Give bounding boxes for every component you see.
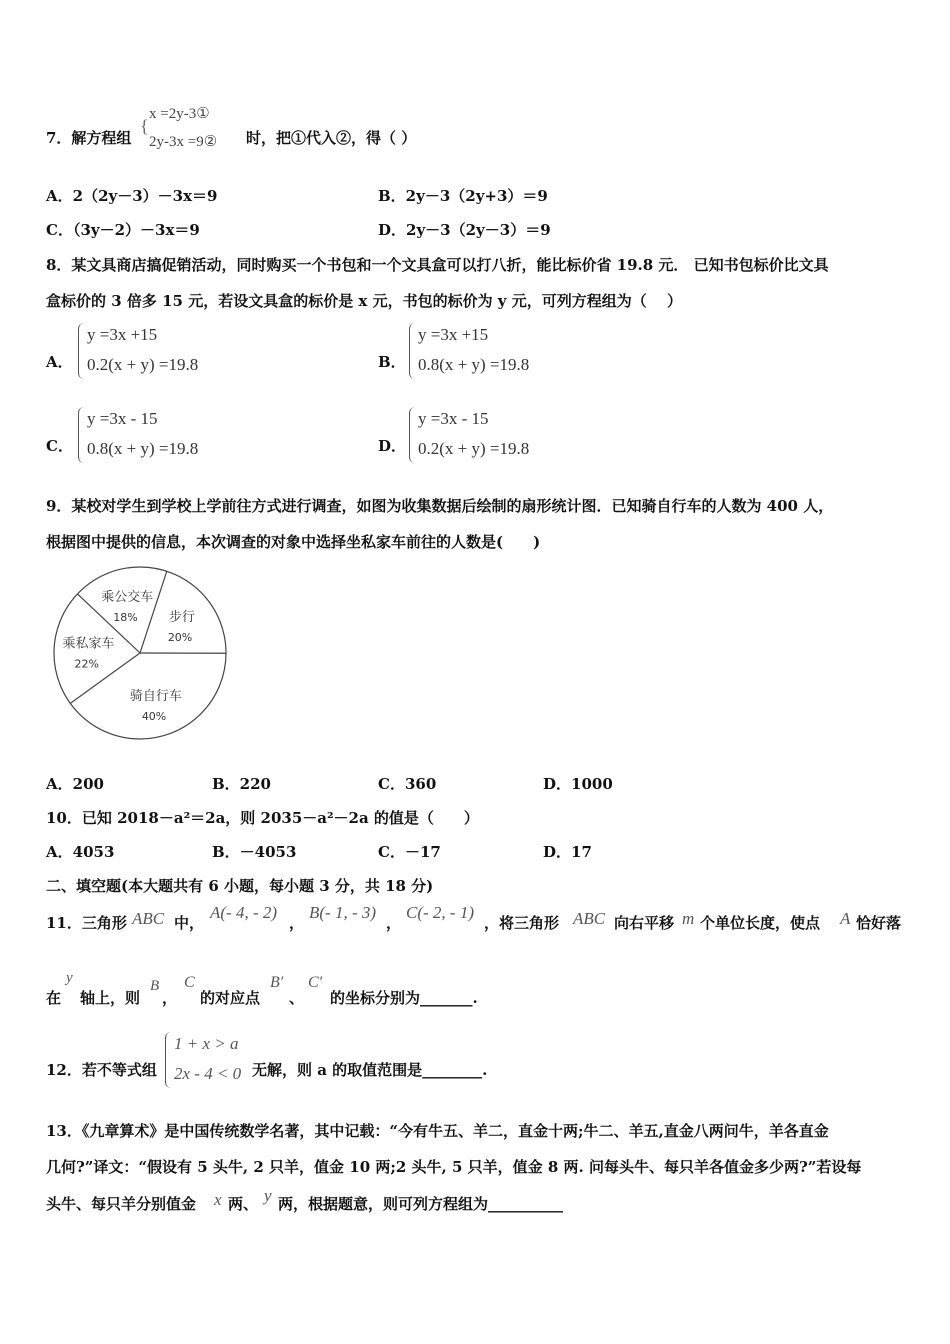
q8-line1: 8．某文具商店搞促销活动，同时购买一个书包和一个文具盒可以打八折，能比标价省 19.8 元． 已知书包标价比文具 bbox=[46, 256, 829, 274]
q10-option-d: D．17 bbox=[543, 843, 592, 861]
pie-slice-label: 乘公交车 bbox=[101, 589, 154, 605]
q7-option-b: B．2y－3（2y+3）＝9 bbox=[378, 187, 548, 205]
q9-option-b: B．220 bbox=[212, 775, 271, 793]
q11-zai: 在 bbox=[46, 989, 62, 1007]
pie-slice-percent: 18% bbox=[113, 610, 138, 624]
q12-eq1: 1 + x > a bbox=[174, 1034, 239, 1053]
q9-option-c: C．360 bbox=[378, 775, 437, 793]
q11-point-a: A(- 4, - 2) bbox=[210, 903, 278, 922]
pie-slice-percent: 22% bbox=[74, 657, 99, 671]
q7-eq2: 2y-3x =9② bbox=[149, 134, 218, 150]
pie-slice-label: 步行 bbox=[168, 609, 195, 625]
q8-option-c-brace bbox=[78, 407, 85, 463]
q8-option-a-eq1: y =3x +15 bbox=[87, 325, 158, 344]
q8-option-c-eq2: 0.8(x + y) =19.8 bbox=[87, 439, 199, 458]
q8-option-a-system bbox=[78, 323, 238, 379]
pie-slice-percent: 40% bbox=[141, 710, 167, 724]
q12-suffix: 无解，则 a 的取值范围是________. bbox=[252, 1061, 488, 1079]
q13-line2: 几何?”译文：“假设有 5 头牛, 2 只羊，值金 10 两;2 头牛, 5 只羊，值金 8 两. 问每头牛、每只羊各值金多少两?”若设每 bbox=[46, 1158, 862, 1176]
q11-point-b: B(- 1, - 3) bbox=[309, 903, 377, 922]
q7-prefix: 7．解方程组 bbox=[46, 129, 132, 147]
q7-option-a: A．2（2y－3）－3x＝9 bbox=[46, 187, 218, 205]
q7-brace: { bbox=[140, 116, 149, 136]
q8-line2: 盒标价的 3 倍多 15 元，若设文具盒的标价是 x 元，书包的标价为 y 元，可列方程组为（ ） bbox=[46, 292, 682, 310]
q9-option-d: D．1000 bbox=[543, 775, 613, 793]
q11-zhong: 中， bbox=[174, 914, 205, 932]
q8-option-b-brace bbox=[409, 323, 416, 379]
q11-a: A bbox=[840, 909, 851, 928]
q10-option-b: B．－4053 bbox=[212, 843, 297, 861]
q7-suffix: 时，把①代入②，得（ ） bbox=[246, 129, 417, 147]
q11-point-c: C(- 2, - 1) bbox=[406, 903, 474, 922]
q11-num: 11．三角形 bbox=[46, 914, 127, 932]
q8-option-b-system bbox=[409, 323, 569, 379]
q8-option-a-brace bbox=[78, 323, 85, 379]
q7-equation-system bbox=[140, 100, 250, 156]
q9-line2: 根据图中提供的信息，本次调查的对象中选择坐私家车前往的人数是( ) bbox=[46, 533, 541, 551]
pie-group bbox=[54, 567, 226, 739]
q12-eq2: 2x - 4 < 0 bbox=[174, 1064, 242, 1083]
q11-comma-1: ， bbox=[289, 914, 305, 932]
q8-option-d-brace bbox=[409, 407, 416, 463]
pie-slice-label: 乘私家车 bbox=[62, 636, 115, 652]
q11-c-prime: C′ bbox=[308, 974, 323, 991]
pie-slice-label: 骑自行车 bbox=[129, 689, 182, 705]
q8-option-c-eq1: y =3x - 15 bbox=[87, 409, 158, 428]
q11-end: 的坐标分别为_______. bbox=[330, 989, 478, 1007]
q8-option-c-system bbox=[78, 407, 238, 463]
q12-prefix: 12．若不等式组 bbox=[46, 1061, 157, 1079]
q7-option-c: C．（3y－2）－3x＝9 bbox=[46, 221, 200, 239]
q8-option-d-eq1: y =3x - 15 bbox=[418, 409, 489, 428]
section2-title: 二、填空题(本大题共有 6 小题，每小题 3 分，共 18 分) bbox=[46, 877, 434, 895]
q13-line1: 13．《九章算术》是中国传统数学名著，其中记载：“今有牛五、羊二，直金十两;牛二、羊五,直金八两问牛，羊各直金 bbox=[46, 1122, 829, 1140]
q13-y: y bbox=[264, 1186, 272, 1205]
q12-brace bbox=[165, 1032, 172, 1088]
q11-axis: 轴上，则 bbox=[80, 989, 141, 1007]
q7-option-d: D．2y－3（2y－3）＝9 bbox=[378, 221, 551, 239]
q13-line3-c: 两，根据题意，则可列方程组为__________ bbox=[278, 1195, 564, 1213]
q8-option-a-eq2: 0.2(x + y) =19.8 bbox=[87, 355, 199, 374]
q10-option-a: A．4053 bbox=[46, 843, 115, 861]
q9-option-a: A．200 bbox=[46, 775, 104, 793]
q11-m: m bbox=[682, 909, 695, 928]
q11-dun: 、 bbox=[289, 989, 305, 1007]
q11-b: B bbox=[150, 978, 160, 994]
q8-option-c-label: C． bbox=[46, 437, 73, 455]
q11-fall: 恰好落 bbox=[856, 914, 902, 932]
q8-option-b-eq1: y =3x +15 bbox=[418, 325, 489, 344]
q11-y: y bbox=[66, 970, 73, 986]
q13-line3-a: 头牛、每只羊分别值金 bbox=[46, 1195, 197, 1213]
q11-mid: ，将三角形 bbox=[484, 914, 560, 932]
q8-option-b-label: B． bbox=[378, 353, 406, 371]
q11-unit: 个单位长度，使点 bbox=[700, 914, 821, 932]
pie-chart bbox=[50, 563, 230, 743]
q13-x: x bbox=[214, 1190, 222, 1209]
q10-option-c: C．－17 bbox=[378, 843, 441, 861]
q8-option-b-eq2: 0.8(x + y) =19.8 bbox=[418, 355, 530, 374]
q8-option-d-system bbox=[409, 407, 569, 463]
q11-b-prime: B′ bbox=[270, 974, 284, 991]
pie-slice-percent: 20% bbox=[167, 630, 193, 644]
q11-comma-3: ， bbox=[162, 989, 178, 1007]
q7-eq1: x =2y-3① bbox=[149, 106, 210, 122]
q11-abc: ABC bbox=[132, 909, 165, 928]
q8-option-d-label: D． bbox=[378, 437, 407, 455]
q11-corr: 的对应点 bbox=[200, 989, 261, 1007]
q10-stem: 10．已知 2018－a²＝2a，则 2035－a²－2a 的值是（ ） bbox=[46, 809, 479, 827]
q12-inequality-system bbox=[165, 1032, 255, 1088]
q11-comma-2: ， bbox=[386, 914, 402, 932]
q8-option-d-eq2: 0.2(x + y) =19.8 bbox=[418, 439, 530, 458]
q8-option-a-label: A． bbox=[46, 353, 73, 371]
q11-c: C bbox=[184, 974, 195, 991]
q11-abc-2: ABC bbox=[573, 909, 606, 928]
q11-move: 向右平移 bbox=[614, 914, 675, 932]
q13-line3-b: 两、 bbox=[228, 1195, 259, 1213]
q9-line1: 9．某校对学生到学校上学前往方式进行调查，如图为收集数据后绘制的扇形统计图．已知骑自行车的人数为 400 人， bbox=[46, 497, 834, 515]
